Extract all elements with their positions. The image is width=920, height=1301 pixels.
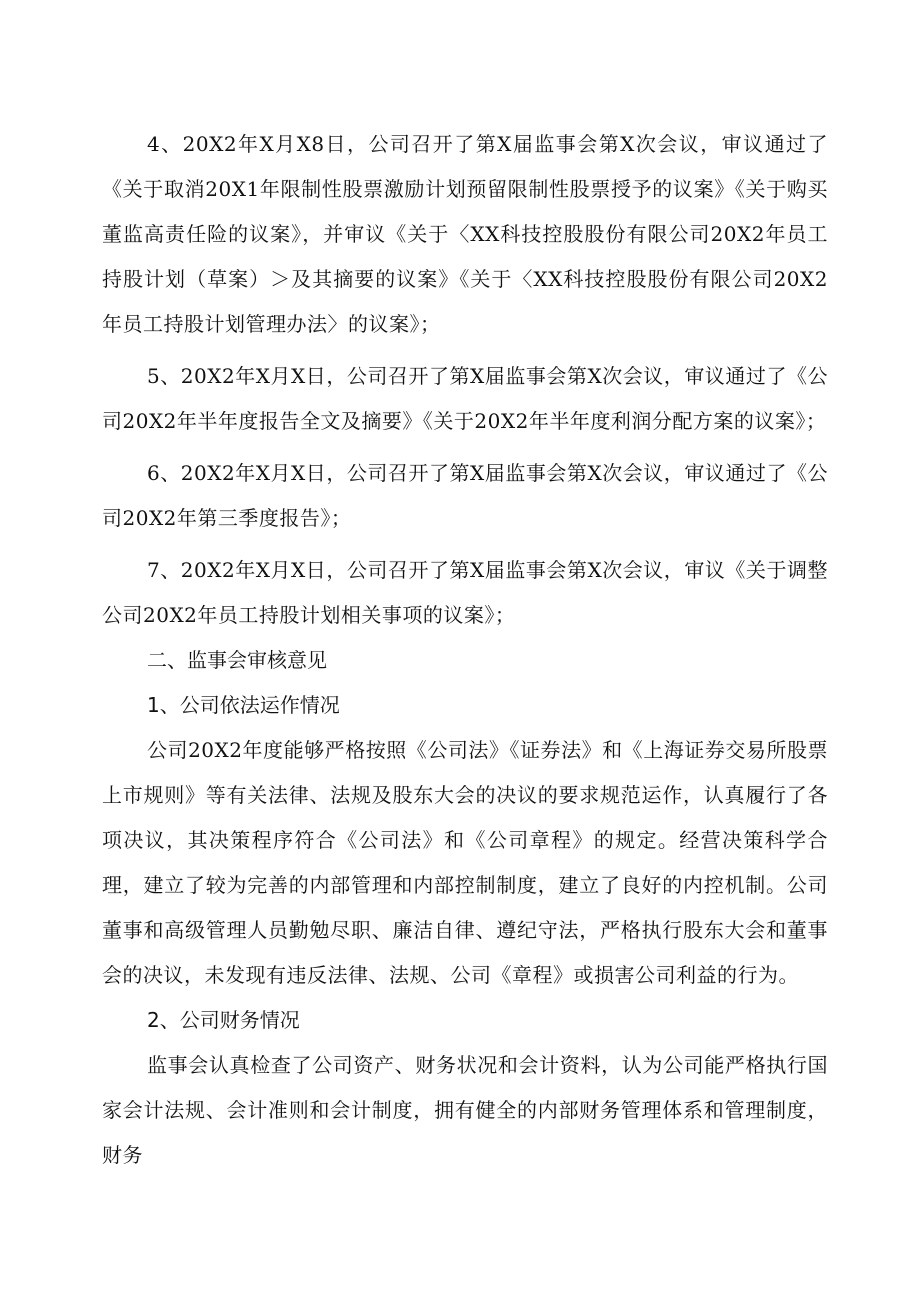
paragraph-item-7: 7、20X2年X月X日，公司召开了第X届监事会第X次会议，审议《关于调整公司20X2年员工持股计划相关事项的议案》； (102, 558, 828, 627)
subsection-2-title: 2、公司财务情况 (147, 1008, 300, 1032)
subsection-2-body: 监事会认真检查了公司资产、财务状况和会计资料，认为公司能严格执行国家会计法规、会计准则和会计制度，拥有健全的内部财务管理体系和管理制度，财务 (102, 1053, 828, 1167)
subsection-1-body: 公司20X2年度能够严格按照《公司法》《证券法》和《上海证券交易所股票上市规则》等有关法律、法规及股东大会的决议的要求规范运作，认真履行了各项决议，其决策程序符合《公司法》和《公司章程》的规定。经营决策科学合理，建立了较为完善的内部管理和内部控制制度，建立了良好的内控机制。公司董事和高级管理人员勤勉尽职、廉洁自律、遵纪守法，严格执行股东大会和董事会的决议，未发现有违反法律、法规、公司《章程》或损害公司利益的行为。 (102, 738, 828, 987)
document-body (102, 122, 828, 1178)
subsection-1-title: 1、公司依法运作情况 (147, 693, 340, 717)
paragraph-item-4: 4、20X2年X月X8日，公司召开了第X届监事会第X次会议，审议通过了《关于取消20X1年限制性股票激励计划预留限制性股票授予的议案》《关于购买董监高责任险的议案》，并审议《关于〈XX科技控股股份有限公司20X2年员工持股计划（草案）＞及其摘要的议案》《关于〈XX科技控股股份有限公司20X2年员工持股计划管理办法〉的议案》； (102, 132, 828, 336)
paragraph-item-5: 5、20X2年X月X日，公司召开了第X届监事会第X次会议，审议通过了《公司20X2年半年度报告全文及摘要》《关于20X2年半年度利润分配方案的议案》； (102, 364, 828, 433)
section-two-title: 二、监事会审核意见 (147, 648, 327, 672)
paragraph-item-6: 6、20X2年X月X日，公司召开了第X届监事会第X次会议，审议通过了《公司20X2年第三季度报告》； (102, 461, 828, 530)
